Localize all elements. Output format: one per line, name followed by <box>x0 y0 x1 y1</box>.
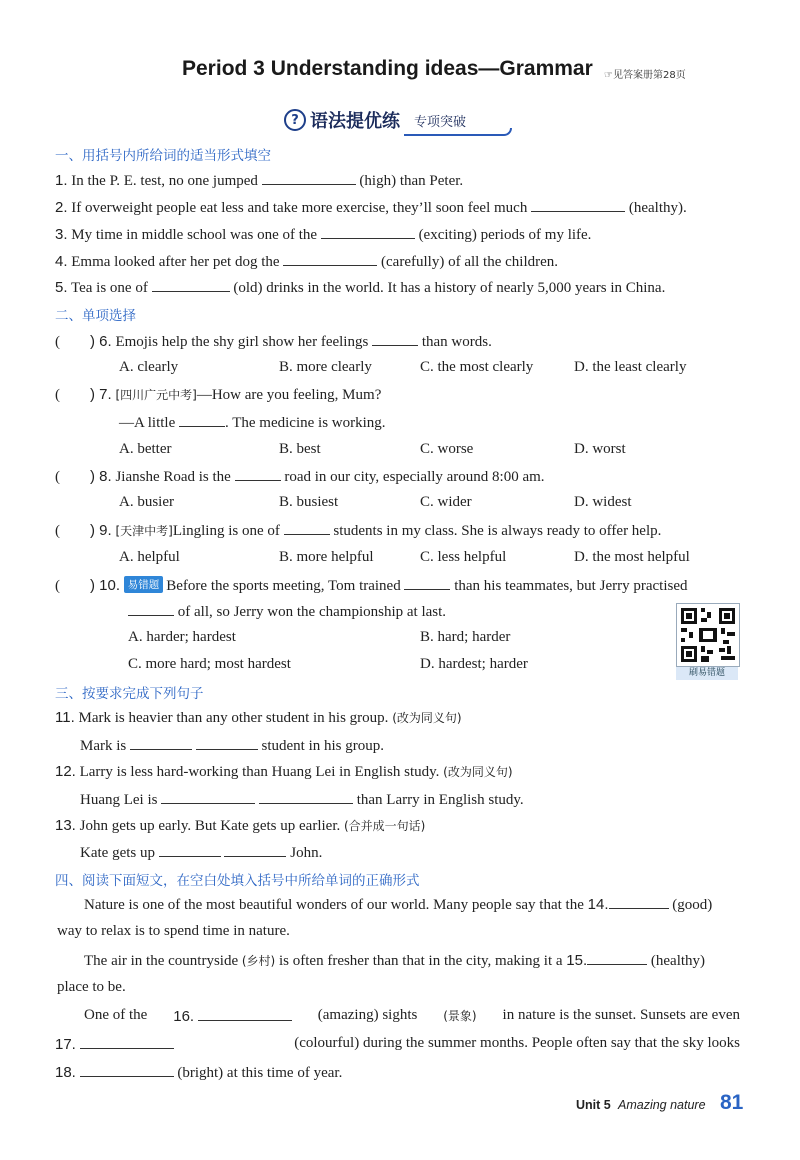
question-number: ) 6. <box>90 333 112 350</box>
option-b[interactable]: B. best <box>279 441 321 457</box>
answer-blank[interactable] <box>372 332 418 346</box>
option-c[interactable]: C. less helpful <box>420 549 507 565</box>
blank-number: 16. <box>173 1008 195 1025</box>
question-text: Lingling is one of <box>172 523 280 539</box>
answer-blank[interactable] <box>283 252 377 266</box>
question-text: (old) drinks in the world. It has a history of nearly 5,000 years in China. <box>233 280 666 296</box>
passage-line: way to relax is to spend time in nature. <box>57 923 290 939</box>
question-2 <box>55 198 687 217</box>
question-text: students in my class. She is always ready to offer help. <box>333 523 662 539</box>
blank-number: 14. <box>587 896 609 913</box>
passage-text: (colourful) during the summer months. People often say that the sky looks <box>294 1035 740 1051</box>
passage-line: place to be. <box>57 979 126 995</box>
answer-blank[interactable] <box>321 225 415 239</box>
question-6 <box>55 332 492 351</box>
option-a[interactable]: A. harder; hardest <box>128 629 236 645</box>
option-c[interactable]: C. wider <box>420 494 472 510</box>
section-2-heading: 二、单项选择 <box>55 308 136 324</box>
question-13-answer <box>80 843 322 862</box>
question-text: Emma looked after her pet dog the <box>71 254 280 270</box>
option-d[interactable]: D. widest <box>574 494 632 510</box>
answer-blank[interactable] <box>80 1063 174 1077</box>
question-number: ) 8. <box>90 468 112 485</box>
question-text: than Larry in English study. <box>356 792 524 808</box>
question-text: Jianshe Road is the <box>115 469 231 485</box>
answer-blank[interactable] <box>198 1007 292 1021</box>
question-text: (exciting) periods of my life. <box>418 227 592 243</box>
answer-blank[interactable] <box>159 843 221 857</box>
option-b[interactable]: B. more clearly <box>279 359 372 375</box>
answer-paren[interactable]: ( <box>55 578 60 594</box>
blank-number: 18. <box>55 1064 76 1081</box>
qr-caption: 刷易错题 <box>676 667 738 680</box>
question-11-answer <box>80 736 384 755</box>
question-7-response <box>119 413 386 432</box>
section-banner <box>284 106 466 134</box>
question-12 <box>55 763 513 781</box>
option-d[interactable]: D. hardest; harder <box>420 656 528 672</box>
question-5 <box>55 278 665 297</box>
qr-code-icon <box>677 604 739 666</box>
answer-blank[interactable] <box>587 951 647 965</box>
question-4 <box>55 252 558 271</box>
gloss-note: (景象) <box>443 1009 477 1023</box>
passage-line <box>55 1063 342 1082</box>
question-number: 12. <box>55 763 76 780</box>
answer-blank[interactable] <box>130 736 192 750</box>
question-number: ) 10. <box>90 577 121 594</box>
instruction-note: (改为同义句) <box>392 711 462 725</box>
instruction-note: (改为同义句) <box>443 765 513 779</box>
section-1-heading: 一、用括号内所给词的适当形式填空 <box>55 148 271 164</box>
question-text: —How are you feeling, Mum? <box>196 387 382 403</box>
option-a[interactable]: A. better <box>119 441 172 457</box>
question-text: John. <box>290 845 323 861</box>
question-text: than words. <box>421 334 492 350</box>
question-text: (high) than Peter. <box>359 173 464 189</box>
question-9 <box>55 521 661 540</box>
option-a[interactable]: A. helpful <box>119 549 180 565</box>
option-d[interactable]: D. the least clearly <box>574 359 687 375</box>
answer-blank[interactable] <box>235 467 281 481</box>
passage-text: (healthy) <box>650 953 706 969</box>
question-text: road in our city, especially around 8:00 am. <box>284 469 545 485</box>
question-text: (carefully) of all the children. <box>381 254 559 270</box>
question-text: Kate gets up <box>80 845 155 861</box>
passage-line <box>55 1035 740 1054</box>
section-4-heading: 四、阅读下面短文，在空白处填入括号中所给单词的正确形式 <box>55 873 420 889</box>
question-10 <box>55 576 687 595</box>
question-text: Huang Lei is <box>80 792 158 808</box>
option-b[interactable]: B. busiest <box>279 494 339 510</box>
banner-underline <box>404 128 512 136</box>
passage-line <box>84 951 705 970</box>
passage-line <box>84 1007 740 1026</box>
question-number: 3. <box>55 226 68 243</box>
question-number: 1. <box>55 172 68 189</box>
answer-blank[interactable] <box>80 1035 174 1049</box>
passage-text: One of the <box>84 1007 148 1023</box>
question-text: Larry is less hard-working than Huang Lei in English study. <box>79 764 440 780</box>
answer-blank[interactable] <box>196 736 258 750</box>
hand-pointer-icon: ☞ <box>604 70 613 81</box>
page-title: Period 3 Understanding ideas—Grammar <box>182 57 593 80</box>
answer-blank[interactable] <box>259 790 353 804</box>
passage-text: (amazing) sights <box>317 1007 418 1023</box>
question-number: ) 9. <box>90 522 112 539</box>
answer-reference-text: 见答案册第28页 <box>612 70 686 81</box>
option-a[interactable]: A. busier <box>119 494 174 510</box>
question-text: of all, so Jerry won the championship at last. <box>177 604 447 620</box>
question-text: John gets up early. But Kate gets up earlier. <box>79 818 341 834</box>
question-number: 5. <box>55 279 68 296</box>
answer-blank[interactable] <box>262 171 356 185</box>
passage-text: The air in the countryside <box>84 953 239 969</box>
section-3-heading: 三、按要求完成下列句子 <box>55 686 204 702</box>
question-text: My time in middle school was one of the <box>71 227 318 243</box>
instruction-note: (合并成一句话) <box>343 819 426 833</box>
option-c[interactable]: C. the most clearly <box>420 359 534 375</box>
option-b[interactable]: B. more helpful <box>279 549 374 565</box>
blank-number: 17. <box>55 1036 76 1053</box>
answer-paren[interactable]: ( <box>55 387 60 403</box>
question-text: Mark is heavier than any other student in his group. <box>78 710 389 726</box>
passage-text: (bright) at this time of year. <box>177 1065 343 1081</box>
passage-text: Nature is one of the most beautiful wonders of our world. Many people say that the <box>84 897 584 913</box>
passage-text: in nature is the sunset. Sunsets are even <box>502 1007 740 1023</box>
answer-blank[interactable] <box>609 895 669 909</box>
question-7 <box>55 386 381 404</box>
banner-subtitle: 专项突破 <box>414 114 467 130</box>
question-text: . The medicine is working. <box>225 415 386 431</box>
question-8 <box>55 467 545 486</box>
question-text: Emojis help the shy girl show her feelings <box>115 334 369 350</box>
passage-text: (good) <box>672 897 713 913</box>
question-10-cont <box>128 602 446 621</box>
question-text: In the P. E. test, no one jumped <box>71 173 258 189</box>
answer-paren[interactable]: ( <box>55 334 60 350</box>
answer-paren[interactable]: ( <box>55 469 60 485</box>
answer-blank[interactable] <box>152 278 230 292</box>
option-c[interactable]: C. worse <box>420 441 474 457</box>
magnifier-icon: ? <box>284 109 306 131</box>
question-11 <box>55 709 462 727</box>
answer-blank[interactable] <box>404 576 450 590</box>
question-text: If overweight people eat less and take more exercise, they’ll soon feel much <box>71 200 528 216</box>
answer-blank[interactable] <box>531 198 625 212</box>
footer-unit-name: Amazing nature <box>618 1098 706 1112</box>
answer-reference <box>604 66 686 81</box>
question-number: ) 7. <box>90 386 112 403</box>
option-d[interactable]: D. the most helpful <box>574 549 690 565</box>
question-text: Tea is one of <box>71 280 148 296</box>
question-number: 11. <box>55 709 75 726</box>
source-tag: [四川广元中考] <box>115 388 197 402</box>
question-text: —A little <box>119 415 176 431</box>
question-3 <box>55 225 591 244</box>
page-number: 81 <box>720 1091 744 1114</box>
option-a[interactable]: A. clearly <box>119 359 179 375</box>
option-b[interactable]: B. hard; harder <box>420 629 511 645</box>
option-d[interactable]: D. worst <box>574 441 626 457</box>
question-text: student in his group. <box>261 738 384 754</box>
blank-number: 15. <box>566 952 588 969</box>
question-13 <box>55 817 425 835</box>
qr-code[interactable] <box>676 603 740 667</box>
question-text: than his teammates, but Jerry practised <box>454 578 688 594</box>
question-number: 13. <box>55 817 76 834</box>
question-number: 4. <box>55 253 68 270</box>
answer-blank[interactable] <box>284 521 330 535</box>
question-1 <box>55 171 463 190</box>
error-prone-badge: 易错题 <box>124 576 164 593</box>
answer-paren[interactable]: ( <box>55 523 60 539</box>
question-text: Mark is <box>80 738 127 754</box>
question-text: Before the sports meeting, Tom trained <box>166 578 401 594</box>
answer-blank[interactable] <box>161 790 255 804</box>
answer-blank[interactable] <box>224 843 286 857</box>
gloss-note: (乡村) <box>241 954 276 968</box>
footer-unit: Unit 5 <box>576 1098 611 1112</box>
question-number: 2. <box>55 199 68 216</box>
source-tag: [天津中考] <box>115 524 173 538</box>
passage-text: is often fresher than that in the city, making it a <box>279 953 563 969</box>
answer-blank[interactable] <box>128 602 174 616</box>
option-c[interactable]: C. more hard; most hardest <box>128 656 291 672</box>
answer-blank[interactable] <box>179 413 225 427</box>
passage-line <box>84 895 712 914</box>
question-12-answer <box>80 790 524 809</box>
banner-title: 语法提优练 <box>310 111 400 132</box>
question-text: (healthy). <box>628 200 687 216</box>
